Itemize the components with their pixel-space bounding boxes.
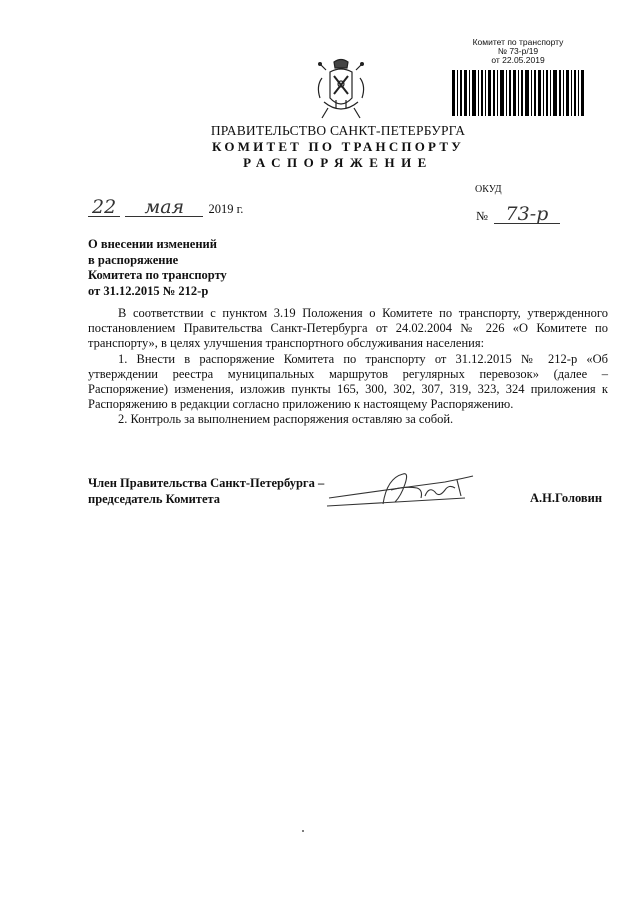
document-date bbox=[88, 198, 243, 217]
signatory-position-line-2: председатель Комитета bbox=[88, 492, 221, 506]
body-paragraph-item-2: 2. Контроль за выполнением распоряжения оставляю за собой. bbox=[118, 412, 454, 427]
date-year: 2019 г. bbox=[208, 202, 244, 216]
subject-line: от 31.12.2015 № 212-р bbox=[88, 283, 209, 298]
number-sign: № bbox=[476, 209, 488, 223]
date-month-handwritten: мая bbox=[125, 198, 203, 217]
subject-line: Комитета по транспорту bbox=[88, 268, 227, 282]
registration-stamp bbox=[450, 38, 586, 65]
signatory-position-line-1: Член Правительства Санкт-Петербурга – bbox=[88, 476, 325, 490]
stamp-line-2: № 73-р/19 bbox=[497, 46, 539, 56]
stamp-line-3: от 22.05.2019 bbox=[491, 55, 545, 65]
document-body bbox=[88, 306, 608, 428]
document-subject bbox=[88, 237, 227, 299]
coat-of-arms-icon bbox=[312, 58, 370, 122]
number-handwritten: 73-р bbox=[494, 205, 560, 224]
date-day-handwritten: 22 bbox=[88, 198, 120, 217]
body-paragraph-item-1: 1. Внести в распоряжение Комитета по транспорту от 31.12.2015 № 212-р «Об утверждении реестра муниципальных маршрутов регулярных перевозок» (далее – Распоряжение) изменения, изложив пункты 165, 300, 302, 307, 319, 323, 324 приложения к Распоряжению в редакции согласно приложению к настоящему Распоряжению. bbox=[88, 351, 608, 412]
okud-label: ОКУД bbox=[475, 184, 502, 195]
scan-speck bbox=[302, 830, 304, 832]
subject-line: в распоряжение bbox=[88, 252, 179, 267]
government-title: ПРАВИТЕЛЬСТВО САНКТ-ПЕТЕРБУРГА bbox=[210, 123, 466, 138]
barcode-image bbox=[452, 70, 584, 116]
committee-title: КОМИТЕТ ПО ТРАНСПОРТУ bbox=[212, 139, 464, 154]
body-paragraph-preamble: В соответствии с пунктом 3.19 Положения о Комитете по транспорту, утвержденного постановлением Правительства Санкт-Петербурга от 24.02.2004 № 226 «О Комитете по транспорту», в целях улучшения транспортного обслуживания населения: bbox=[88, 306, 608, 351]
document-type-title: РАСПОРЯЖЕНИЕ bbox=[243, 155, 433, 170]
signatory-position bbox=[88, 475, 324, 507]
signatory-name: А.Н.Головин bbox=[530, 491, 603, 505]
stamp-line-1: Комитет по транспорту bbox=[472, 37, 564, 47]
subject-line: О внесении изменений bbox=[88, 237, 217, 251]
document-number bbox=[476, 205, 560, 224]
handwritten-signature bbox=[325, 468, 475, 514]
